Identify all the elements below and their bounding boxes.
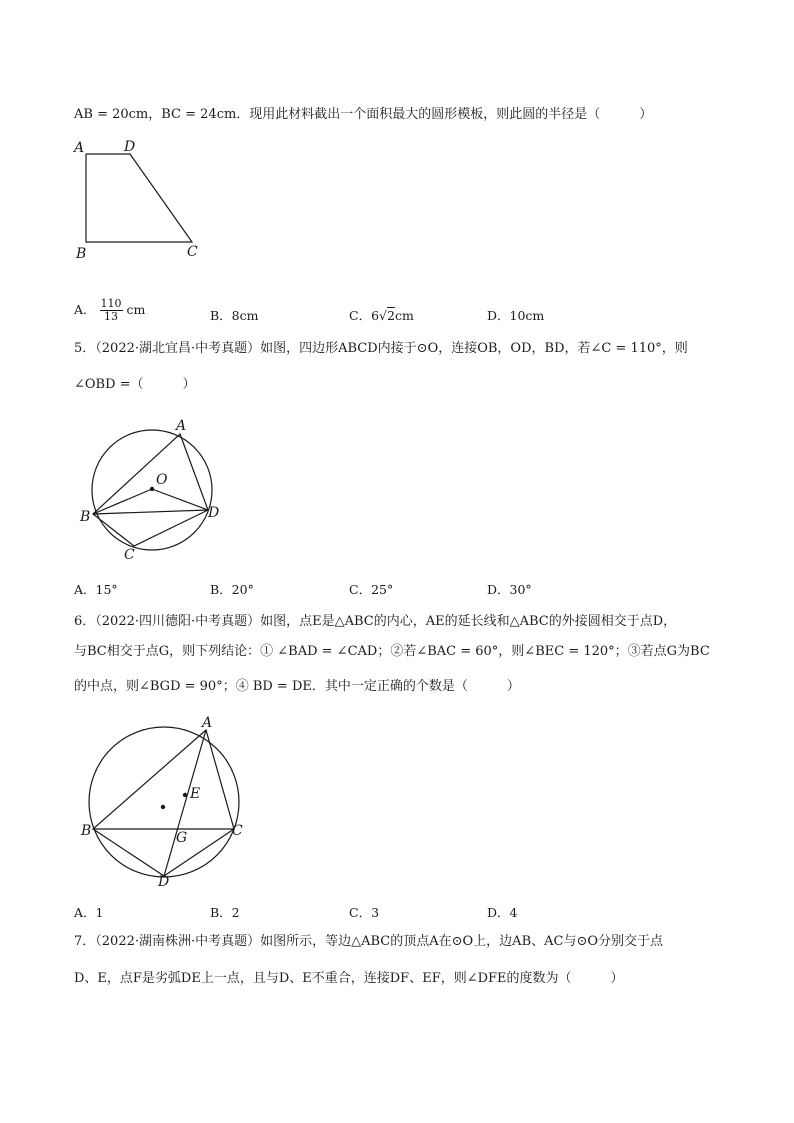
q4-trapezoid-figure <box>70 134 210 262</box>
q5-label-b: B <box>80 509 91 525</box>
q5-cyclic-quadrilateral-figure <box>76 412 236 564</box>
q4-option-d[interactable]: D．10cm <box>487 308 545 323</box>
q6-label-a: A <box>202 715 213 731</box>
q5-option-d[interactable]: D．30° <box>487 582 532 597</box>
q6-label-b: B <box>81 823 92 839</box>
q5-stem-line2: ∠OBD =（ ） <box>74 377 196 392</box>
q5-option-a[interactable]: A．15° <box>74 582 118 597</box>
q4-label-c: C <box>187 244 198 260</box>
q6-label-g: G <box>176 830 188 846</box>
q6-stem-line1: 6．（2022·四川德阳·中考真题）如图，点E是△ABC的内心，AE的延长线和△ABC的外接圆相交于点D， <box>74 614 677 629</box>
q5-option-b[interactable]: B．20° <box>210 582 254 597</box>
q6-option-b[interactable]: B．2 <box>210 905 240 920</box>
q6-stem-line2: 与BC相交于点G，则下列结论：① ∠BAD = ∠CAD；②若∠BAC = 60°，则∠BEC = 120°；③若点G为BC <box>74 644 710 659</box>
q7-stem-line1: 7．（2022·湖南株洲·中考真题）如图所示，等边△ABC的顶点A在⊙O上，边AB、AC与⊙O分别交于点 <box>74 934 664 949</box>
q5-label-d: D <box>208 505 220 521</box>
q5-label-a: A <box>176 418 187 434</box>
q6-option-d[interactable]: D．4 <box>487 905 518 920</box>
q4-label-b: B <box>76 246 87 262</box>
q7-stem-line2: D、E，点F是劣弧DE上一点，且与D、E不重合，连接DF、EF，则∠DFE的度数为（ ） <box>74 971 624 986</box>
q4-option-c[interactable]: C．6√2cm <box>349 308 414 323</box>
q5-label-o: O <box>156 472 168 488</box>
q6-label-c: C <box>232 823 243 839</box>
q5-option-c[interactable]: C．25° <box>349 582 394 597</box>
q6-stem-line3: 的中点，则∠BGD = 90°；④ BD = DE．其中一定正确的个数是（ ） <box>74 679 520 694</box>
q4-option-b[interactable]: B．8cm <box>210 308 259 323</box>
q4-option-a-fraction: $\frac{110}{13}$ <box>100 297 122 323</box>
sqrt-icon: √ <box>379 308 387 323</box>
q4-label-a: A <box>74 140 85 156</box>
q6-label-d: D <box>158 874 170 890</box>
q4-stem-tail: AB = 20cm，BC = 24cm．现用此材料截出一个面积最大的圆形模板，则此圆的半径是（ ） <box>74 107 653 122</box>
q5-label-c: C <box>124 547 135 563</box>
q6-option-c[interactable]: C．3 <box>349 905 380 920</box>
q4-option-a[interactable]: A． $\frac{110}{13}$ cm <box>74 297 146 323</box>
q5-stem-line1: 5．（2022·湖北宜昌·中考真题）如图，四边形ABCD内接于⊙O，连接OB，OD，BD，若∠C = 110°，则 <box>74 341 688 356</box>
q4-label-d: D <box>124 139 136 155</box>
q6-label-e: E <box>190 786 201 802</box>
q6-option-a[interactable]: A．1 <box>74 905 104 920</box>
q6-circumcircle-figure <box>74 714 254 890</box>
